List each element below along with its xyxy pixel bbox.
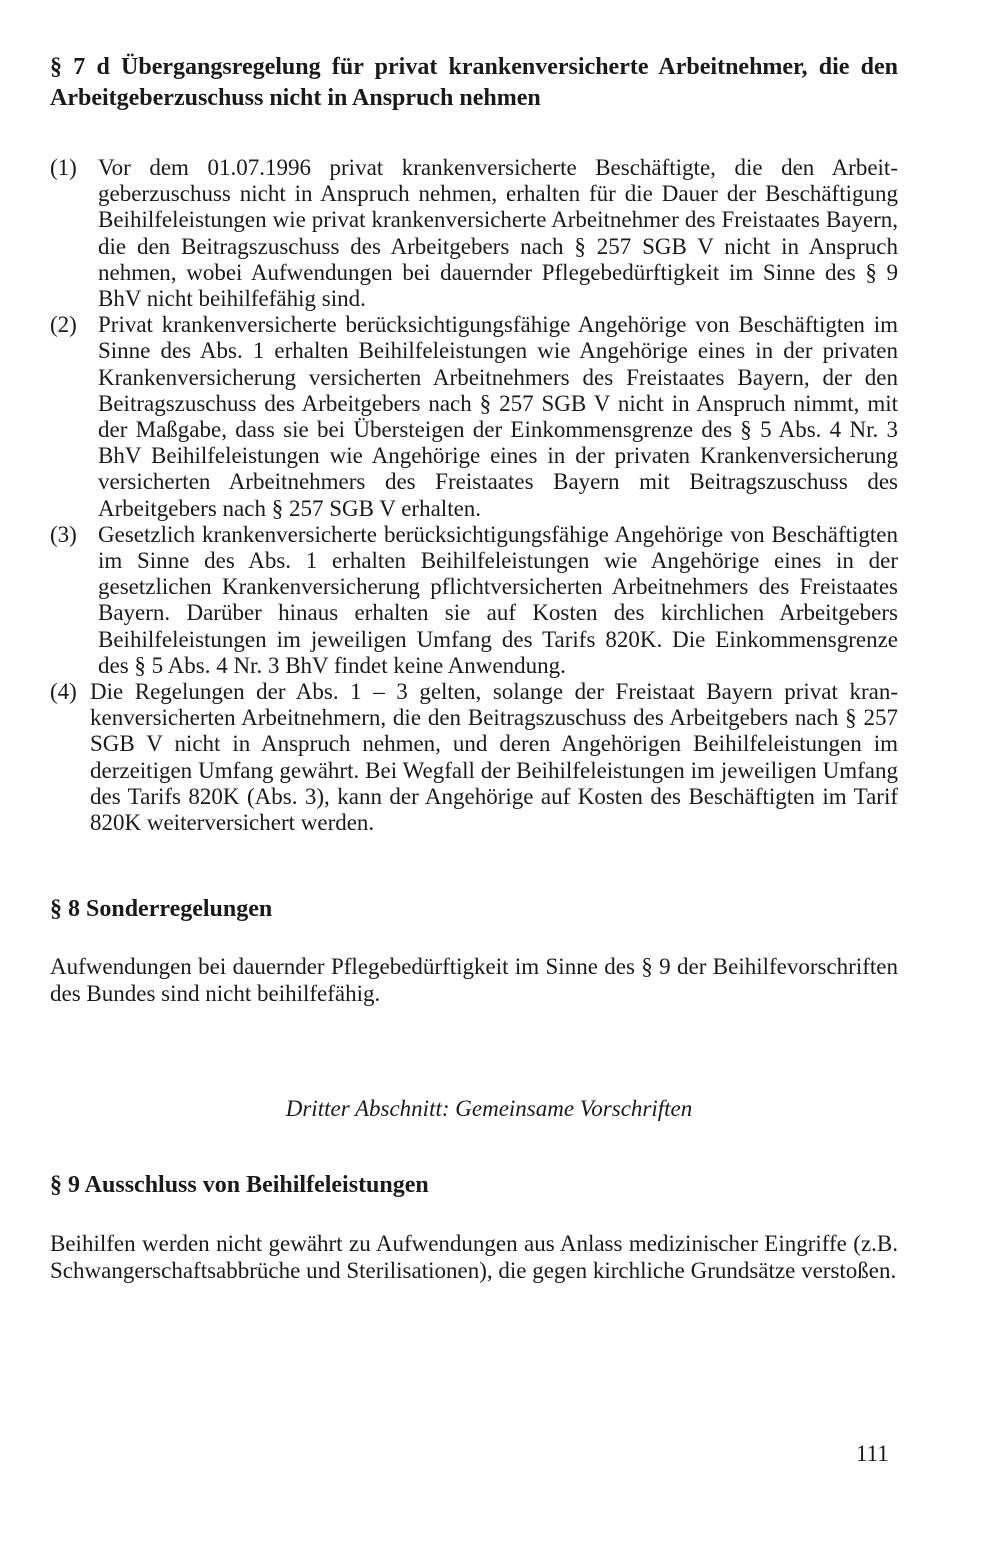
section-8-text: Aufwendungen bei dauernder Pflegebedürftigkeit im Sinne des § 9 der Beihilfevorschriften des Bundes sind nicht beihilfefähig.	[50, 954, 898, 1006]
paragraph-text: Gesetzlich krankenversicherte berücksichtigungsfähige Angehörige von Beschäftigten im Sinne des Abs. 1 erhalten Beihilfeleistungen wie Angehörige eines in der gesetzlichen Krankenversicherung pflichtversicherten Arbeitnehmers des Freistaates Bayern. Darüber hinaus erhalten sie auf Kosten des kirchlichen Arbeitgebers Beihilfeleistungen im jeweiligen Umfang des Tarifs 820K. Die Einkommensgrenze des § 5 Abs. 4 Nr. 3 BhV findet keine Anwendung.	[98, 521, 898, 678]
section-7d-title: § 7 d Übergangsregelung für privat krankenversicherte Arbeitnehmer, die den Arbeitgeberzuschuss nicht in Anspruch nehmen	[50, 54, 898, 111]
paragraph-3	[50, 522, 898, 679]
paragraph-number: (3)	[50, 521, 77, 547]
page-number: 111	[856, 1441, 889, 1466]
paragraph-number: (1)	[50, 155, 77, 180]
page-content	[50, 52, 898, 1284]
section-9-title: § 9 Ausschluss von Beihilfeleistungen	[50, 1172, 429, 1199]
paragraph-2	[50, 312, 898, 522]
paragraph-1	[50, 155, 898, 312]
paragraph-number: (2)	[50, 312, 77, 338]
paragraph-text: Privat krankenversicherte berücksichtigungsfähige Angehörige von Beschäftigten im Sinne des Abs. 1 erhalten Beihilfeleistungen wie Angehörige eines in der privaten Krankenversicherung versicherten Arbeitnehmers des Freistaates Bayern, der den Beitragszuschuss des Arbeitgebers nach § 257 SGB V nicht in Anspruch nimmt, mit der Maßgabe, dass sie bei Übersteigen der Einkommensgrenze des § 5 Abs. 4 Nr. 3 BhV Beihilfeleistungen wie Angehörige eines in der privaten Krankenversicherung versicherten Arbeitnehmers des Freistaates Bayern mit Beitragszuschuss des Arbeitgebers nach § 257 SGB V erhalten.	[98, 312, 898, 521]
paragraph-number: (4)	[50, 679, 77, 705]
section-7d-paragraphs	[50, 155, 898, 836]
paragraph-text: Vor dem 01.07.1996 privat krankenversicherte Beschäftigte, die den Arbeitgeberzuschuss nicht in Anspruch nehmen, erhalten für die Dauer der Beschäftigung Beihilfeleistungen wie privat krankenversicherte Arbeitnehmer des Freistaates Bayern, die den Beitragszuschuss des Arbeitgebers nach § 257 SGB V nicht in Anspruch nehmen, wobei Aufwendungen bei dauernder Pflegebedürftigkeit im Sinne des § 9 BhV nicht beihilfefähig sind.	[98, 155, 898, 312]
section-8-title: § 8 Sonderregelungen	[50, 896, 273, 923]
paragraph-4	[50, 679, 898, 836]
paragraph-text: Die Regelungen der Abs. 1 – 3 gelten, solange der Freistaat Bayern privat krankenversicherten Arbeitnehmern, die den Beitragszuschuss des Arbeitgebers nach § 257 SGB V nicht in Anspruch nehmen, und deren Angehörigen Beihilfeleistungen im derzeitigen Umfang gewährt. Bei Wegfall der Beihilfeleistungen im jeweiligen Umfang des Tarifs 820K (Abs. 3), kann der Angehörige auf Kosten des Beschäftigten im Tarif 820K weiterversichert werden.	[90, 679, 898, 836]
section-9-text: Beihilfen werden nicht gewährt zu Aufwendungen aus Anlass medizinischer Eingriffe (z.B. Schwangerschaftsabbrüche und Sterilisationen), die gegen kirchliche Grundsätze verstoßen.	[50, 1231, 898, 1283]
abschnitt-heading: Dritter Abschnitt: Gemeinsame Vorschriften	[285, 1096, 693, 1122]
